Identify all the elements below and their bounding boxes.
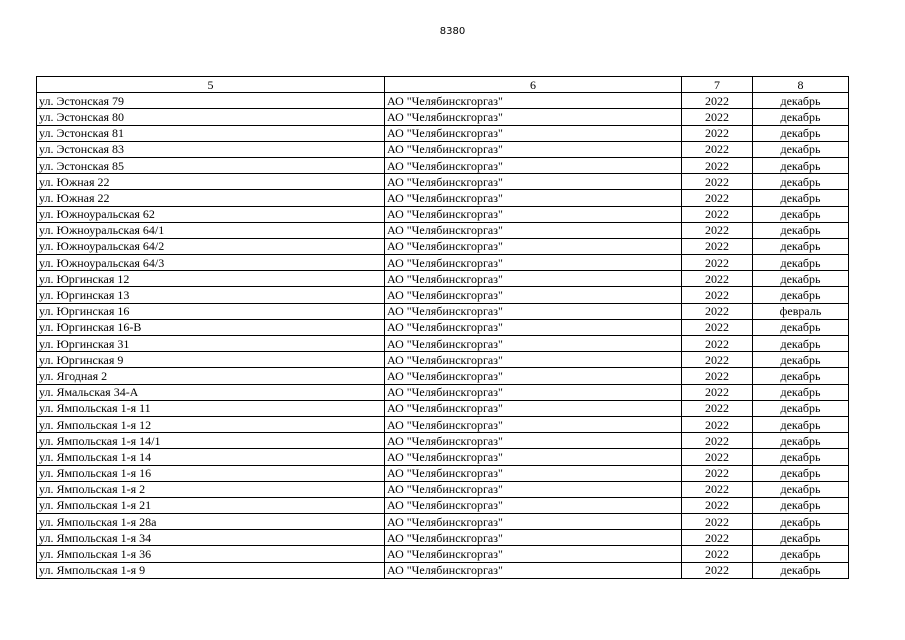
organization-cell: АО "Челябинскгоргаз" xyxy=(385,93,682,109)
table-row xyxy=(37,433,849,449)
organization-cell: АО "Челябинскгоргаз" xyxy=(385,255,682,271)
table-row xyxy=(37,141,849,157)
address-cell: ул. Ямпольская 1-я 14 xyxy=(37,449,385,465)
month-cell: декабрь xyxy=(753,222,849,238)
month-cell: февраль xyxy=(753,303,849,319)
address-cell: ул. Юргинская 16-В xyxy=(37,319,385,335)
month-cell: декабрь xyxy=(753,562,849,578)
organization-cell: АО "Челябинскгоргаз" xyxy=(385,287,682,303)
table-row xyxy=(37,206,849,222)
organization-cell: АО "Челябинскгоргаз" xyxy=(385,368,682,384)
month-cell: декабрь xyxy=(753,157,849,173)
organization-cell: АО "Челябинскгоргаз" xyxy=(385,319,682,335)
year-cell: 2022 xyxy=(682,400,753,416)
table-row xyxy=(37,93,849,109)
table-row xyxy=(37,416,849,432)
address-cell: ул. Ямпольская 1-я 36 xyxy=(37,546,385,562)
address-cell: ул. Эстонская 83 xyxy=(37,141,385,157)
table-row xyxy=(37,384,849,400)
address-cell: ул. Юргинская 16 xyxy=(37,303,385,319)
table-row xyxy=(37,222,849,238)
year-cell: 2022 xyxy=(682,222,753,238)
organization-cell: АО "Челябинскгоргаз" xyxy=(385,125,682,141)
table-row xyxy=(37,174,849,190)
address-cell: ул. Юргинская 9 xyxy=(37,352,385,368)
year-cell: 2022 xyxy=(682,562,753,578)
month-cell: декабрь xyxy=(753,174,849,190)
month-cell: декабрь xyxy=(753,109,849,125)
address-cell: ул. Ямпольская 1-я 12 xyxy=(37,416,385,432)
address-cell: ул. Юргинская 31 xyxy=(37,336,385,352)
year-cell: 2022 xyxy=(682,125,753,141)
year-cell: 2022 xyxy=(682,384,753,400)
month-cell: декабрь xyxy=(753,433,849,449)
address-cell: ул. Ямпольская 1-я 11 xyxy=(37,400,385,416)
year-cell: 2022 xyxy=(682,352,753,368)
year-cell: 2022 xyxy=(682,416,753,432)
month-cell: декабрь xyxy=(753,271,849,287)
month-cell: декабрь xyxy=(753,497,849,513)
month-cell: декабрь xyxy=(753,336,849,352)
year-cell: 2022 xyxy=(682,530,753,546)
table-row xyxy=(37,190,849,206)
table-row xyxy=(37,319,849,335)
month-cell: декабрь xyxy=(753,238,849,254)
year-cell: 2022 xyxy=(682,514,753,530)
year-cell: 2022 xyxy=(682,546,753,562)
table-row xyxy=(37,352,849,368)
address-cell: ул. Эстонская 81 xyxy=(37,125,385,141)
year-cell: 2022 xyxy=(682,238,753,254)
address-cell: ул. Южноуральская 62 xyxy=(37,206,385,222)
year-cell: 2022 xyxy=(682,206,753,222)
month-cell: декабрь xyxy=(753,206,849,222)
table-row xyxy=(37,400,849,416)
table-row xyxy=(37,238,849,254)
table-row xyxy=(37,481,849,497)
page-number: 8380 xyxy=(439,26,466,37)
table-row xyxy=(37,109,849,125)
column-header-8: 8 xyxy=(753,77,849,93)
address-cell: ул. Ягодная 2 xyxy=(37,368,385,384)
address-cell: ул. Ямальская 34-А xyxy=(37,384,385,400)
table-row xyxy=(37,562,849,578)
table-row xyxy=(37,368,849,384)
year-cell: 2022 xyxy=(682,319,753,335)
address-cell: ул. Ямпольская 1-я 34 xyxy=(37,530,385,546)
address-cell: ул. Ямпольская 1-я 2 xyxy=(37,481,385,497)
year-cell: 2022 xyxy=(682,174,753,190)
table-row xyxy=(37,546,849,562)
organization-cell: АО "Челябинскгоргаз" xyxy=(385,416,682,432)
table-row xyxy=(37,125,849,141)
year-cell: 2022 xyxy=(682,157,753,173)
year-cell: 2022 xyxy=(682,481,753,497)
year-cell: 2022 xyxy=(682,287,753,303)
organization-cell: АО "Челябинскгоргаз" xyxy=(385,174,682,190)
organization-cell: АО "Челябинскгоргаз" xyxy=(385,303,682,319)
table-row xyxy=(37,303,849,319)
organization-cell: АО "Челябинскгоргаз" xyxy=(385,562,682,578)
year-cell: 2022 xyxy=(682,93,753,109)
address-cell: ул. Эстонская 79 xyxy=(37,93,385,109)
organization-cell: АО "Челябинскгоргаз" xyxy=(385,514,682,530)
organization-cell: АО "Челябинскгоргаз" xyxy=(385,109,682,125)
table-row xyxy=(37,530,849,546)
year-cell: 2022 xyxy=(682,368,753,384)
table-row xyxy=(37,514,849,530)
organization-cell: АО "Челябинскгоргаз" xyxy=(385,190,682,206)
year-cell: 2022 xyxy=(682,465,753,481)
organization-cell: АО "Челябинскгоргаз" xyxy=(385,271,682,287)
month-cell: декабрь xyxy=(753,400,849,416)
column-header-6: 6 xyxy=(385,77,682,93)
address-cell: ул. Ямпольская 1-я 28а xyxy=(37,514,385,530)
address-cell: ул. Южноуральская 64/3 xyxy=(37,255,385,271)
year-cell: 2022 xyxy=(682,255,753,271)
organization-cell: АО "Челябинскгоргаз" xyxy=(385,238,682,254)
organization-cell: АО "Челябинскгоргаз" xyxy=(385,336,682,352)
year-cell: 2022 xyxy=(682,303,753,319)
month-cell: декабрь xyxy=(753,352,849,368)
month-cell: декабрь xyxy=(753,449,849,465)
year-cell: 2022 xyxy=(682,109,753,125)
month-cell: декабрь xyxy=(753,530,849,546)
month-cell: декабрь xyxy=(753,190,849,206)
organization-cell: АО "Челябинскгоргаз" xyxy=(385,400,682,416)
month-cell: декабрь xyxy=(753,255,849,271)
table-row xyxy=(37,271,849,287)
table-row xyxy=(37,497,849,513)
year-cell: 2022 xyxy=(682,190,753,206)
organization-cell: АО "Челябинскгоргаз" xyxy=(385,222,682,238)
table-row xyxy=(37,287,849,303)
month-cell: декабрь xyxy=(753,141,849,157)
address-cell: ул. Южноуральская 64/2 xyxy=(37,238,385,254)
month-cell: декабрь xyxy=(753,368,849,384)
month-cell: декабрь xyxy=(753,546,849,562)
organization-cell: АО "Челябинскгоргаз" xyxy=(385,352,682,368)
month-cell: декабрь xyxy=(753,514,849,530)
address-cell: ул. Южноуральская 64/1 xyxy=(37,222,385,238)
organization-cell: АО "Челябинскгоргаз" xyxy=(385,157,682,173)
address-cell: ул. Южная 22 xyxy=(37,190,385,206)
month-cell: декабрь xyxy=(753,125,849,141)
organization-cell: АО "Челябинскгоргаз" xyxy=(385,141,682,157)
column-header-7: 7 xyxy=(682,77,753,93)
month-cell: декабрь xyxy=(753,93,849,109)
month-cell: декабрь xyxy=(753,287,849,303)
address-cell: ул. Ямпольская 1-я 21 xyxy=(37,497,385,513)
column-header-5: 5 xyxy=(37,77,385,93)
organization-cell: АО "Челябинскгоргаз" xyxy=(385,384,682,400)
table-header xyxy=(37,77,849,93)
month-cell: декабрь xyxy=(753,416,849,432)
table-row xyxy=(37,449,849,465)
month-cell: декабрь xyxy=(753,465,849,481)
table-row xyxy=(37,255,849,271)
organization-cell: АО "Челябинскгоргаз" xyxy=(385,530,682,546)
year-cell: 2022 xyxy=(682,141,753,157)
organization-cell: АО "Челябинскгоргаз" xyxy=(385,206,682,222)
month-cell: декабрь xyxy=(753,481,849,497)
address-cell: ул. Ямпольская 1-я 16 xyxy=(37,465,385,481)
table-row xyxy=(37,465,849,481)
address-cell: ул. Эстонская 80 xyxy=(37,109,385,125)
address-cell: ул. Ямпольская 1-я 9 xyxy=(37,562,385,578)
address-cell: ул. Ямпольская 1-я 14/1 xyxy=(37,433,385,449)
year-cell: 2022 xyxy=(682,433,753,449)
header-row xyxy=(37,77,849,93)
document-table xyxy=(36,76,849,579)
month-cell: декабрь xyxy=(753,384,849,400)
organization-cell: АО "Челябинскгоргаз" xyxy=(385,449,682,465)
address-cell: ул. Эстонская 85 xyxy=(37,157,385,173)
organization-cell: АО "Челябинскгоргаз" xyxy=(385,481,682,497)
table-body xyxy=(37,93,849,579)
year-cell: 2022 xyxy=(682,497,753,513)
organization-cell: АО "Челябинскгоргаз" xyxy=(385,433,682,449)
organization-cell: АО "Челябинскгоргаз" xyxy=(385,465,682,481)
address-cell: ул. Юргинская 13 xyxy=(37,287,385,303)
year-cell: 2022 xyxy=(682,449,753,465)
month-cell: декабрь xyxy=(753,319,849,335)
address-cell: ул. Юргинская 12 xyxy=(37,271,385,287)
table-row xyxy=(37,336,849,352)
organization-cell: АО "Челябинскгоргаз" xyxy=(385,497,682,513)
table-row xyxy=(37,157,849,173)
address-cell: ул. Южная 22 xyxy=(37,174,385,190)
year-cell: 2022 xyxy=(682,271,753,287)
year-cell: 2022 xyxy=(682,336,753,352)
organization-cell: АО "Челябинскгоргаз" xyxy=(385,546,682,562)
